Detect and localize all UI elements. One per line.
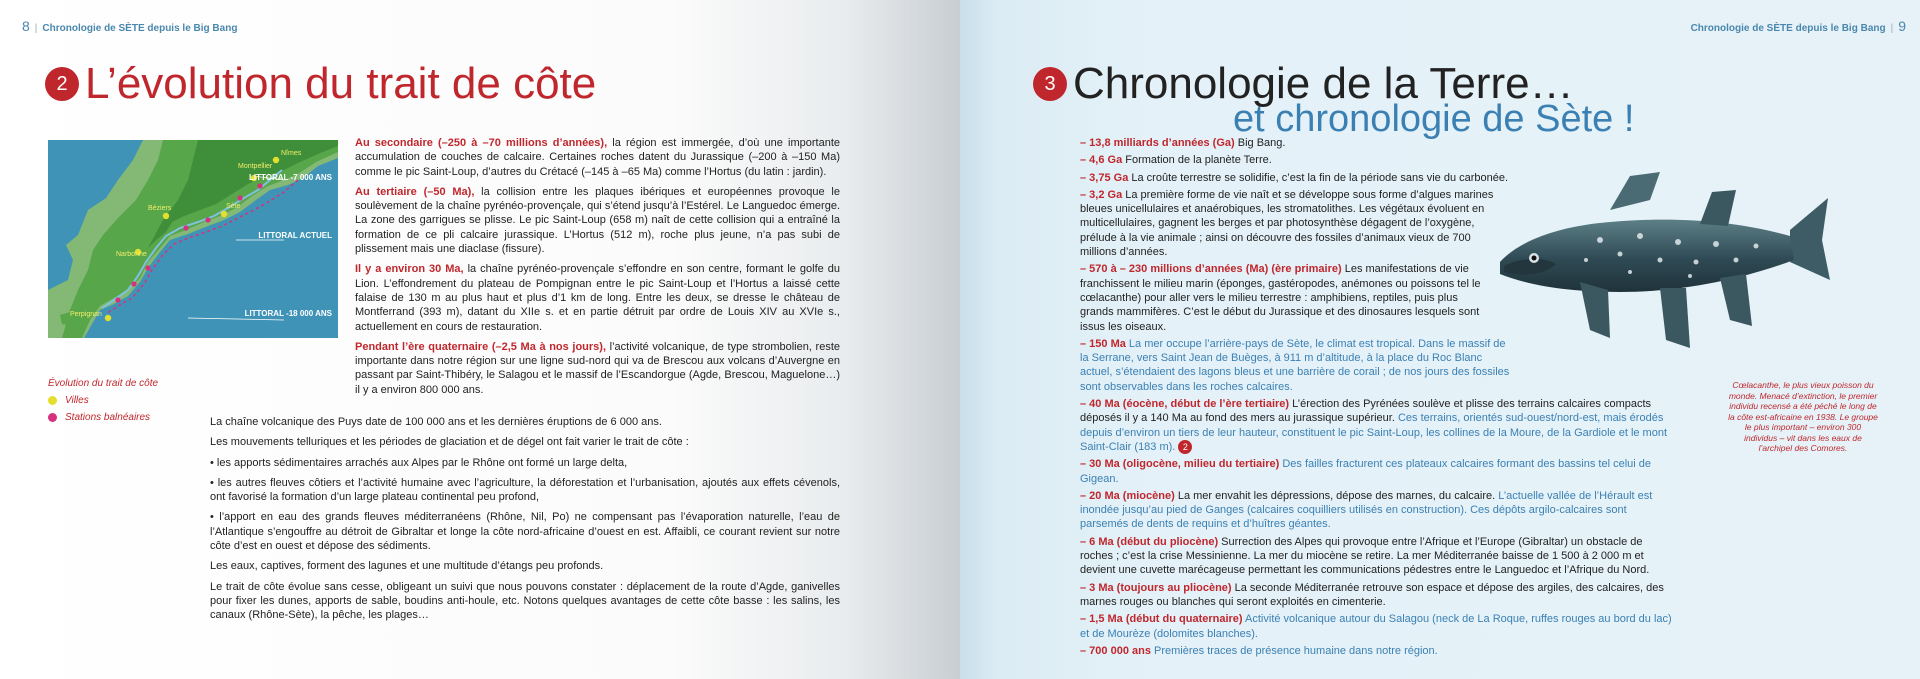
left-column-text xyxy=(355,136,840,403)
paragraph: Les eaux, captives, forment des lagunes et une multitude d’étangs peu profonds. xyxy=(210,560,604,573)
entry-text-sete: La mer occupe l’arrière-pays de Sète, le climat est tropical. Dans le massif de la Serrane, vers Saint Jean de Buèges, à 911 m d’altitude, à la place du Roc Blanc actuel, s’étendaient des lagons bleus et une barrière de corail ; de nos jours des fossiles sont observables dans les roches calcaires. xyxy=(1080,337,1510,393)
entry-text: Formation de la planète Terre. xyxy=(1122,154,1272,167)
chronology-entry xyxy=(1080,489,1672,532)
chronology-entry xyxy=(1080,612,1672,641)
map-city-label: Sète xyxy=(226,203,241,210)
paragraph: Les mouvements telluriques et les périodes de glaciation et de dégel ont fait varier le trait de côte : xyxy=(210,436,689,449)
right-running-head: Chronologie de SÈTE depuis le Big Bang | 9 xyxy=(1690,18,1906,34)
entry-text-sete: Activité volcanique autour du Salagou (neck de La Roque, ruffes rouges au bord du lac) et de Mourèze (dolomites blanches). xyxy=(1080,613,1672,640)
paragraph-lead: Pendant l’ère quaternaire (–2,5 Ma à nos jours), xyxy=(355,340,607,353)
map-city-label: Narbonne xyxy=(116,251,147,258)
chronology-entry xyxy=(1080,581,1672,610)
paragraph xyxy=(355,262,840,333)
paragraph-text: la chaîne pyrénéo-provençale s’effondre en son centre, formant le golfe du Lion. L’effondrement du plateau de Pompignan entre le pic Saint-Loup et l’Hortus a laissé cette falaise de 130 m au plus haut et plus d’1 km de long. Entre les deux, se dresse le château de Montferrand (393 m), datant du XIIe s. et en partie détruit par ordre de Louis XIV au XVIe s., actuellement en cours de restauration. xyxy=(355,263,840,333)
left-heading xyxy=(45,59,597,109)
paragraph: Le trait de côte évolue sans cesse, obligeant un suivi que nous pouvons constater : déplacement de la route d’Agde, ganivelles pour fixer les dunes, apports de sable, boudins anti-houle, etc. Notons quelques avantages de cette côte basse : les salins, les canaux (Rhône-Sète), la pêche, les plages… xyxy=(210,580,840,622)
map-caption: Évolution du trait de côte xyxy=(48,378,159,389)
fish-caption: Cœlacanthe, le plus vieux poisson du monde. Menacé d’extinction, le premier individu recensé a été péché le long de la côte est-africaine en 1938. Le groupe le plus important – environ 300 individus – vit dans les eaux de l’archipel des Comores. xyxy=(1728,380,1878,453)
legend-item-villes xyxy=(48,395,158,406)
chapter-badge: 3 xyxy=(1033,67,1067,101)
paragraph xyxy=(355,340,840,397)
entry-text: La croûte terrestre se solidifie, c’est la fin de la période sans vie du carbonée. xyxy=(1128,171,1509,184)
entry-text: La mer envahit les dépressions, dépose des marnes, du calcaire. xyxy=(1174,489,1496,502)
page-subtitle: et chronologie de Sète ! xyxy=(1233,98,1635,140)
page-title: L’évolution du trait de côte xyxy=(85,59,597,109)
entry-date: – 150 Ma xyxy=(1080,337,1126,350)
map-littoral-label: LITTORAL -18 000 ANS xyxy=(244,309,332,318)
chronology-list xyxy=(1080,136,1672,661)
chronology-entry xyxy=(1080,397,1672,454)
right-running-title: Chronologie de SÈTE depuis le Big Bang xyxy=(1690,23,1886,34)
entry-date: – 20 Ma (miocène) xyxy=(1080,489,1175,502)
entry-date: – 700 000 ans xyxy=(1080,644,1151,657)
map-littoral-label: LITTORAL ACTUEL xyxy=(258,231,332,240)
entry-text-sete: Ces terrains, orientés sud-ouest/nord-est, mais érodés depuis d’environ un tiers de leur hauteur, constituent le pic Saint-Loup, les collines de la Moure, de la Gardiole et le mont Saint-Clair (183 m). xyxy=(1080,412,1668,453)
pink-dot-icon xyxy=(48,413,57,422)
chapter-badge: 2 xyxy=(45,67,79,101)
entry-date: – 3 Ma (toujours au pliocène) xyxy=(1080,581,1232,594)
entry-text: Big Bang. xyxy=(1234,137,1286,149)
entry-date: – 3,2 Ga xyxy=(1080,188,1123,201)
chronology-entry xyxy=(1080,136,1510,150)
map-city-label: Béziers xyxy=(148,205,172,212)
map-city-label: Nîmes xyxy=(281,150,302,157)
reference-badge: 2 xyxy=(1178,440,1192,454)
entry-date: – 3,75 Ga xyxy=(1080,171,1129,184)
paragraph-text: la région est immergée, d’où une importante accumulation de couches de calcaire. Certaines roches datent du Jurassique (–200 à –150 Ma) comme le pic Saint-Loup, d’autres du Crétacé (–145 à –65 Ma) comme l’Hortus (du latin : jardin). xyxy=(355,137,840,178)
chronology-entry xyxy=(1080,262,1485,333)
left-page-number: 8 xyxy=(22,18,30,34)
map-littoral-label: LITTORAL -7 000 ANS xyxy=(249,173,332,182)
legend-label: Stations balnéaires xyxy=(65,412,151,423)
chronology-entry xyxy=(1080,644,1672,658)
entry-text: Surrection des Alpes qui provoque entre l’Afrique et l’Europe (Gibraltar) un obstacle de roches ; c’est la crise Messinienne. La mer du miocène se retire. La mer Méditerranée baisse de 1 500 à 2 000 m et devient une cuvette marécageuse permettant les communications pédestres entre le Languedoc et l’Afrique du Nord. xyxy=(1080,535,1650,577)
right-page-number: 9 xyxy=(1898,18,1906,34)
coastline-map xyxy=(48,140,338,338)
map-city-label: Montpellier xyxy=(238,163,273,170)
entry-date: – 40 Ma (éocène, début de l’ère tertiaire) xyxy=(1080,398,1290,411)
chronology-entry xyxy=(1080,337,1510,394)
paragraph: La chaîne volcanique des Puys date de 100 000 ans et les dernières éruptions de 6 000 ans. xyxy=(210,416,662,428)
right-page xyxy=(960,0,1920,679)
chronology-entry xyxy=(1080,153,1510,167)
bullet-item: • les autres fleuves côtiers et l’activité humaine avec l’agriculture, la déforestation et l’urbanisation, ajoutés aux effets cévenols, ont favorisé la formation d’un large plateau continental peu profond, xyxy=(210,476,840,504)
paragraph-lead: Il y a environ 30 Ma, xyxy=(355,263,464,276)
page-title: Chronologie de la Terre… xyxy=(1073,59,1574,109)
paragraph xyxy=(355,185,840,256)
entry-text-sete: L’actuelle vallée de l’Hérault est inondée jusqu’au pied de Ganges (calcaires coquilliers utilisés en construction). Ces dépôts argilo-calcaires sont parsemés de dents de requins et d’huîtres géantes. xyxy=(1080,489,1653,531)
chronology-entry xyxy=(1080,171,1510,185)
left-running-head: 8 | Chronologie de SÈTE depuis le Big Bang xyxy=(22,18,238,34)
entry-date: – 570 à – 230 millions d’années (Ma) (ère primaire) xyxy=(1080,263,1342,276)
chronology-entry xyxy=(1080,535,1672,578)
entry-text: Les manifestations de vie franchissent le milieu marin (éponges, gastéropodes, anémones ou poissons tel le cœlacanthe) pour aller vers le milieu terrestre : amphibiens, reptiles, puis plus grands mammifères. C’est le début du Jurassique et des dinosaures lesquels sont issus les oiseaux. xyxy=(1080,263,1481,333)
legend-label: Villes xyxy=(65,395,89,406)
entry-text: La première forme de vie naît et se développe sous forme d’algues marines bleues unicellulaires et anaérobiques, les stromatolithes. Les végétaux évoluent en multicellulaires, gagnent les berges et par photosynthèse dégagent de l’oxygène, prélude à la vie animale ; ainsi on découvre des fossiles d’animaux vieux de 700 millions d’années. xyxy=(1080,188,1494,259)
legend-item-stations xyxy=(48,412,158,423)
bullet-item: • les apports sédimentaires arrachés aux Alpes par le Rhône ont formé un large delta, xyxy=(210,456,628,469)
entry-date: – 30 Ma (oligocène, milieu du tertiaire) xyxy=(1080,458,1280,471)
paragraph-lead: Au tertiaire (–50 Ma), xyxy=(355,185,475,198)
paragraph-text: la collision entre les plaques ibériques et européennes provoque le soulèvement de la chaîne pyrénéo-provençale, qui s’étend jusqu’à l’Estérel. Le Languedoc émerge. La zone des garrigues se plisse. Le pic Saint-Loup (658 m) naît de cette collision qui a entraîné la formation de ce pli calcaire jurassique. L’Hortus (512 m), roche plus jeune, n’a pas subi de plissement mais une diaclase (fissure). xyxy=(355,185,840,256)
left-wide-text xyxy=(210,415,840,629)
entry-text: La seconde Méditerranée retrouve son espace et dépose des argiles, des calcaires, des marnes rouges ou blanches qui seront exploités en cimenterie. xyxy=(1080,581,1664,608)
entry-text: L’érection des Pyrénées soulève et plisse des terrains calcaires compacts déposés il y a 140 Ma au fond des mers au jurassique supérieur. xyxy=(1080,398,1652,425)
entry-text-sete: Premières traces de présence humaine dans notre région. xyxy=(1150,644,1438,657)
yellow-dot-icon xyxy=(48,396,57,405)
map-legend xyxy=(48,378,158,423)
entry-date: – 6 Ma (début du pliocène) xyxy=(1080,535,1219,548)
entry-text-sete: Des failles fracturent ces plateaux calcaires formant des bassins tel celui de Gigean. xyxy=(1080,458,1652,485)
left-running-title: Chronologie de SÈTE depuis le Big Bang xyxy=(42,23,238,34)
bullet-item: • l’apport en eau des grands fleuves méditerranéens (Rhône, Nil, Po) ne compensant pas l’évaporation naturelle, l’eau de l’Atlantique s’engouffre au détroit de Gibraltar et longe la côte nord-africaine d’ouest en est. Affaibli, ce courant revient sur notre côte d’est en ouest et dépose des sédiments. xyxy=(210,511,840,553)
map-city-label: Perpignan xyxy=(70,311,102,318)
paragraph-text: l’activité volcanique, de type strombolien, reste importante dans notre région sur une ligne sud-nord qui va de Brescou aux volcans d’Auvergne en passant par Saint-Thibéry, le Salagou et le massif de l’Escandorgue (Agde, Brescou, Maguelone…) il y a environ 800 000 ans. xyxy=(355,340,840,396)
paragraph xyxy=(355,136,840,179)
entry-date: – 13,8 milliards d’années (Ga) xyxy=(1080,137,1235,149)
chronology-entry xyxy=(1080,188,1510,259)
chronology-entry xyxy=(1080,457,1672,486)
paragraph-lead: Au secondaire (–250 à –70 millions d’années), xyxy=(355,137,608,149)
entry-date: – 4,6 Ga xyxy=(1080,154,1123,167)
entry-date: – 1,5 Ma (début du quaternaire) xyxy=(1080,613,1243,626)
